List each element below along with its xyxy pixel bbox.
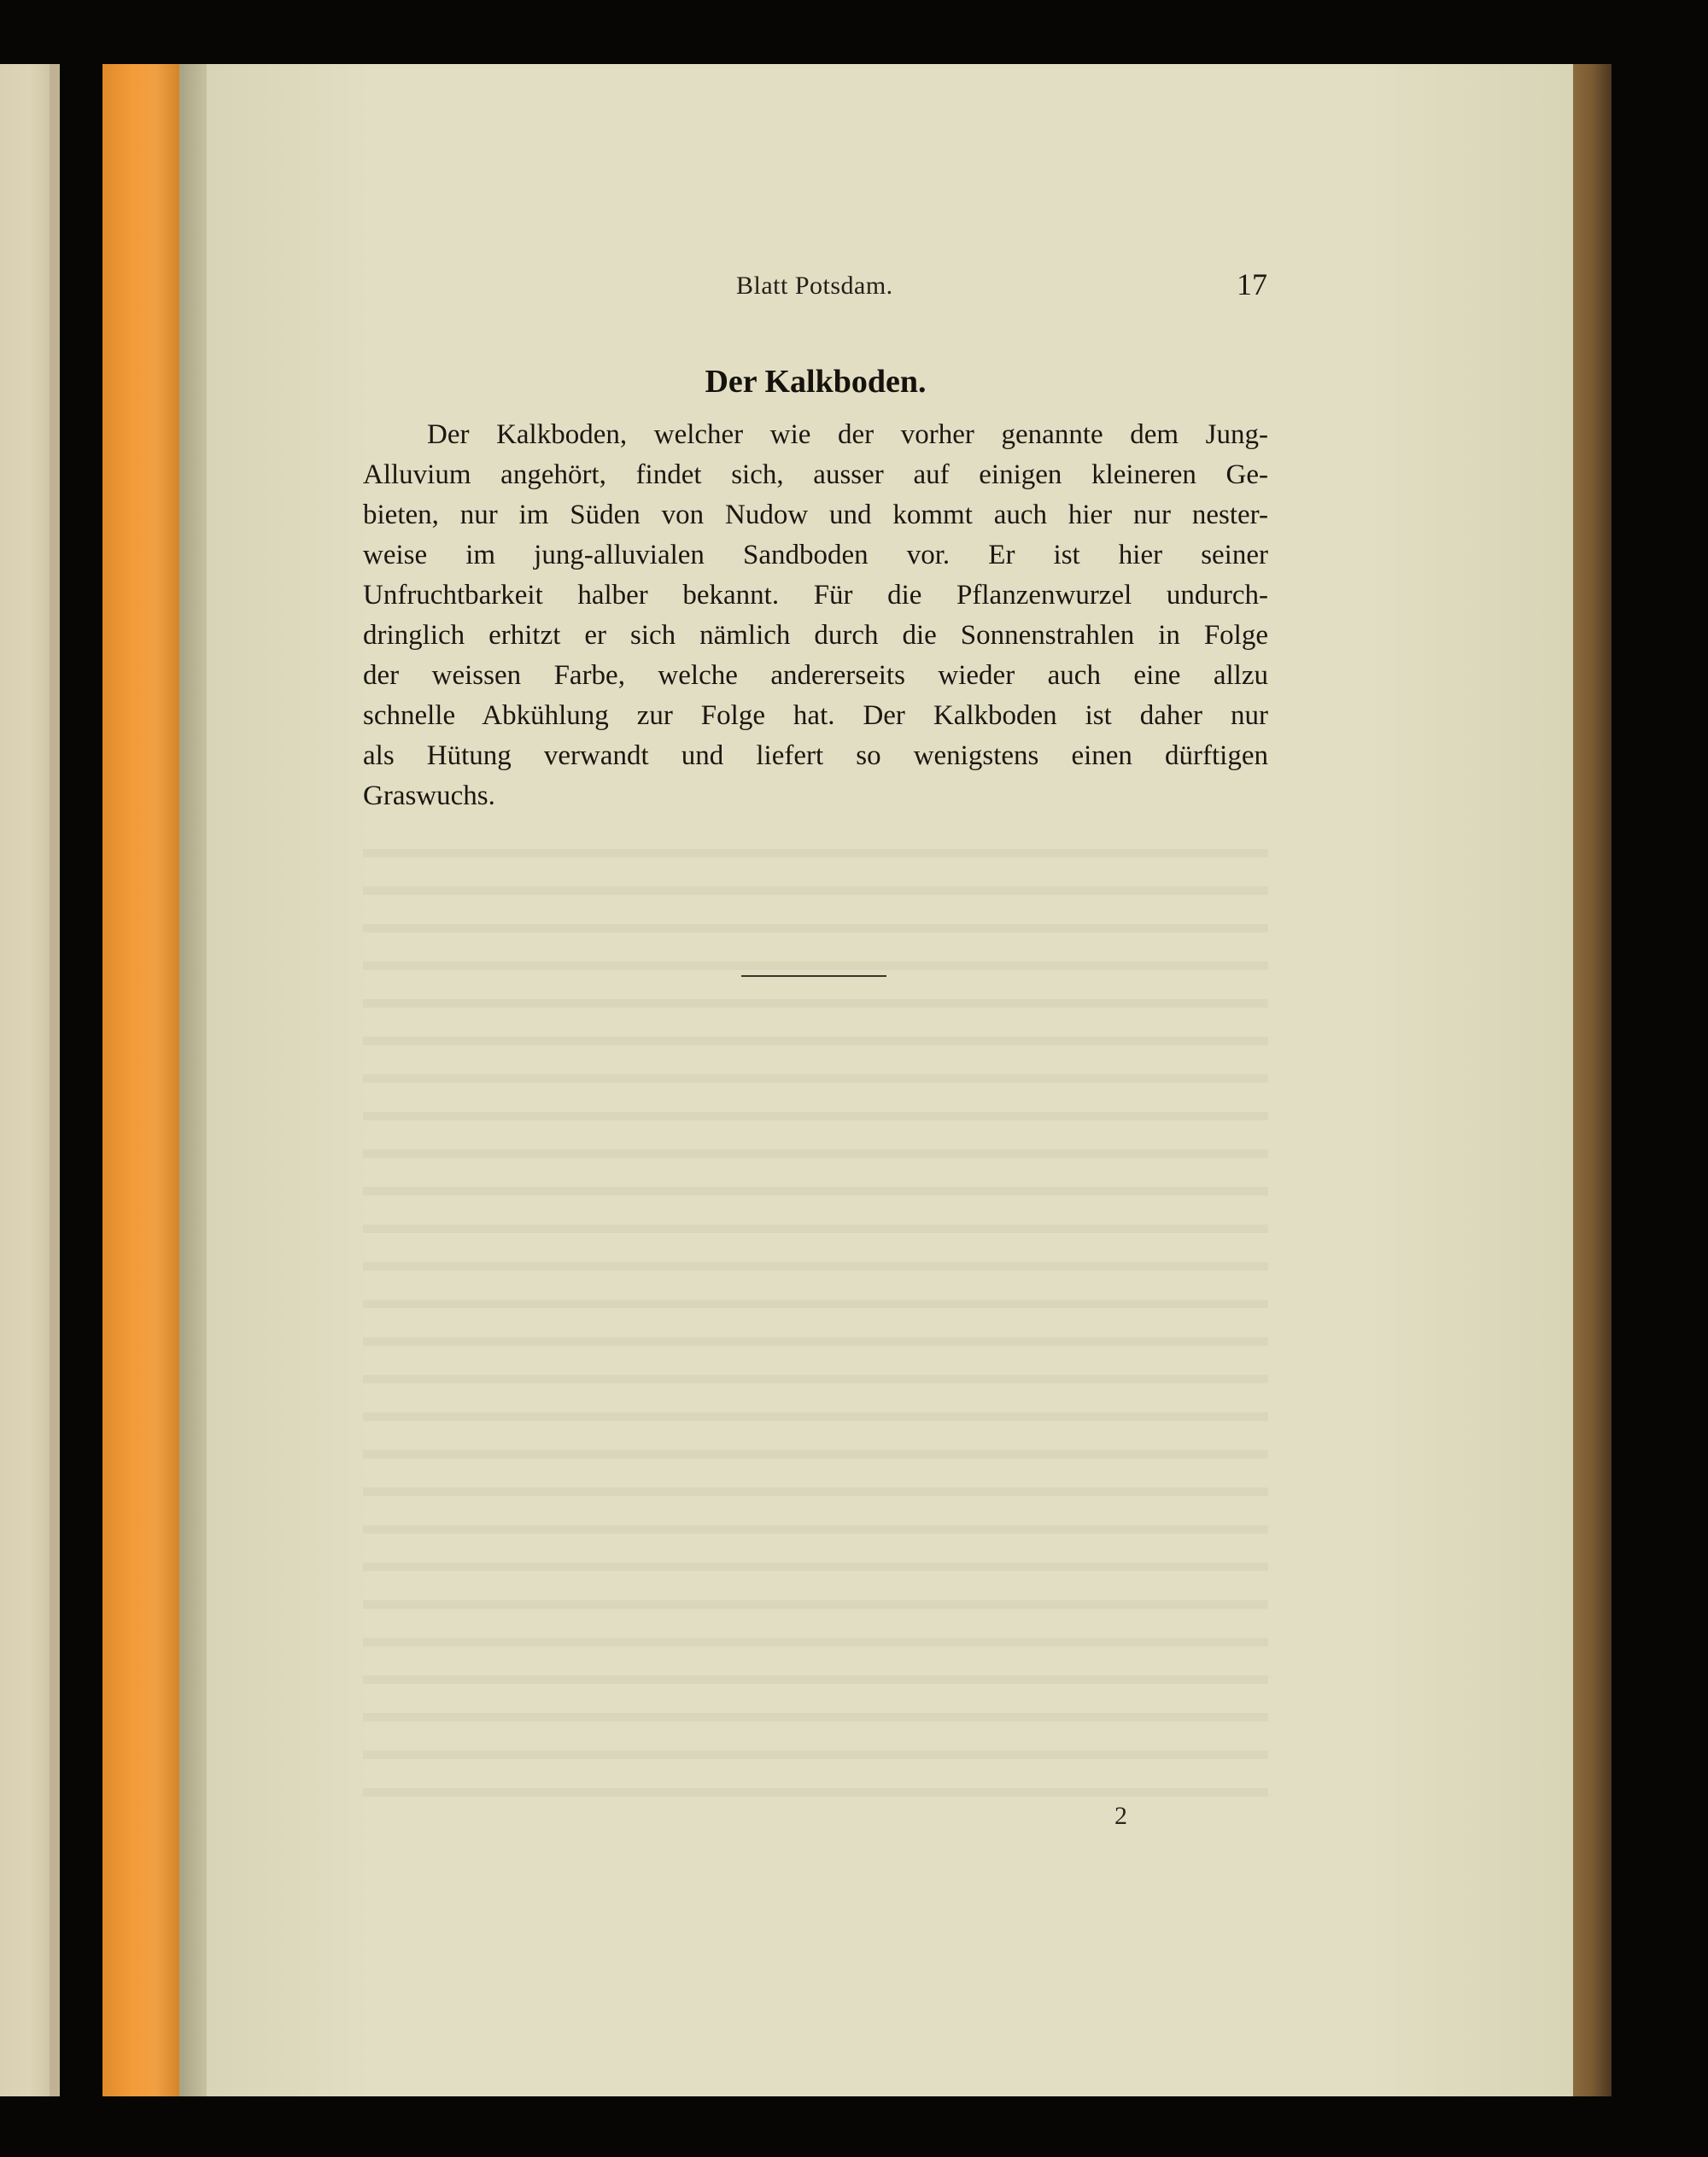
text-line: Der Kalkboden, welcher wie der vorher genannte dem Jung- <box>427 419 1268 450</box>
text-line: bieten, nur im Süden von Nudow und kommt auch hier nur nester- <box>363 500 1268 530</box>
text-line: Unfruchtbarkeit halber bekannt. Für die Pflanzenwurzel undurch- <box>363 580 1268 611</box>
text-line: als Hütung verwandt und liefert so wenigstens einen dürftigen <box>363 740 1268 771</box>
text-line: Alluvium angehört, findet sich, ausser auf einigen kleineren Ge- <box>363 459 1268 490</box>
previous-page-shadow <box>50 64 60 2096</box>
show-through-bleed <box>363 820 1268 1802</box>
running-head: Blatt Potsdam. <box>736 272 893 300</box>
text-line: Graswuchs. <box>363 780 495 811</box>
section-end-rule <box>741 975 886 977</box>
signature-mark: 2 <box>1114 1802 1127 1830</box>
section-title: Der Kalkboden. <box>705 364 927 400</box>
text-line: der weissen Farbe, welche andererseits wieder auch eine allzu <box>363 660 1268 691</box>
text-line: weise im jung-alluvialen Sandboden vor. Er ist hier seiner <box>363 540 1268 570</box>
text-line: schnelle Abkühlung zur Folge hat. Der Kalkboden ist daher nur <box>363 700 1268 731</box>
page-number: 17 <box>1237 267 1267 301</box>
binding-strip <box>102 64 179 2096</box>
body-paragraph <box>363 415 1268 816</box>
page-fore-edge <box>1573 64 1611 2096</box>
text-line: dringlich erhitzt er sich nämlich durch die Sonnenstrahlen in Folge <box>363 620 1268 651</box>
page-gutter <box>179 64 207 2096</box>
